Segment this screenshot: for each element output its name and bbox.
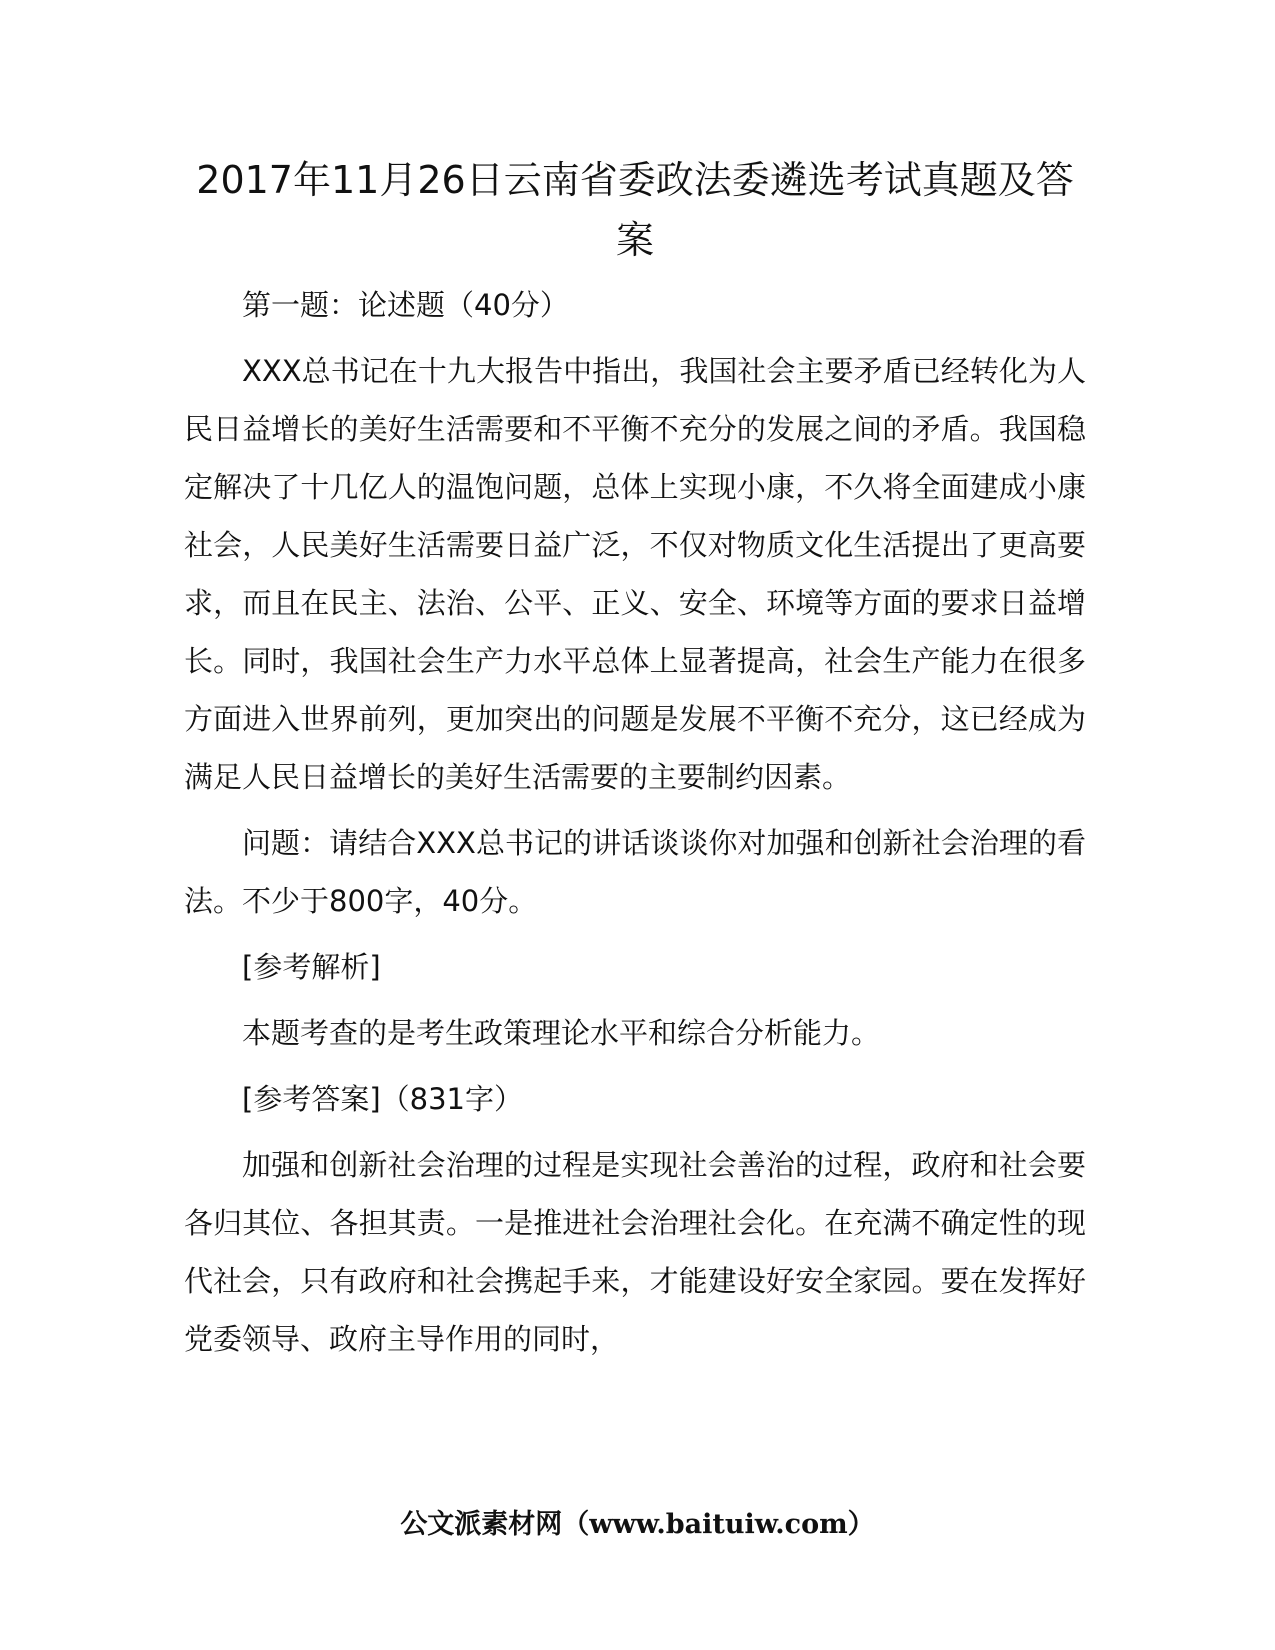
footer-watermark: 公文派素材网（www.baituiw.com） (400, 1509, 875, 1540)
question-prompt: 问题：请结合XXX总书记的讲话谈谈你对加强和创新社会治理的看法。不少于800字，40分。 (184, 826, 1086, 918)
question-heading: 第一题：论述题（40分） (242, 288, 569, 322)
answer-heading: [参考答案]（831字） (242, 1082, 523, 1116)
analysis-text: 本题考查的是考生政策理论水平和综合分析能力。 (242, 1016, 881, 1050)
document-page (184, 150, 1086, 1368)
document-title: 2017年11月26日云南省委政法委遴选考试真题及答案 (196, 158, 1074, 262)
answer-paragraph: 加强和创新社会治理的过程是实现社会善治的过程，政府和社会要各归其位、各担其责。一是推进社会治理社会化。在充满不确定性的现代社会，只有政府和社会携起手来，才能建设好安全家园。要在发挥好党委领导、政府主导作用的同时， (184, 1148, 1086, 1356)
analysis-heading: [参考解析] (242, 950, 381, 984)
background-paragraph: XXX总书记在十九大报告中指出，我国社会主要矛盾已经转化为人民日益增长的美好生活需要和不平衡不充分的发展之间的矛盾。我国稳定解决了十几亿人的温饱问题，总体上实现小康，不久将全面建成小康社会，人民美好生活需要日益广泛，不仅对物质文化生活提出了更高要求，而且在民主、法治、公平、正义、安全、环境等方面的要求日益增长。同时，我国社会生产力水平总体上显著提高，社会生产能力在很多方面进入世界前列，更加突出的问题是发展不平衡不充分，这已经成为满足人民日益增长的美好生活需要的主要制约因素。 (184, 354, 1086, 794)
